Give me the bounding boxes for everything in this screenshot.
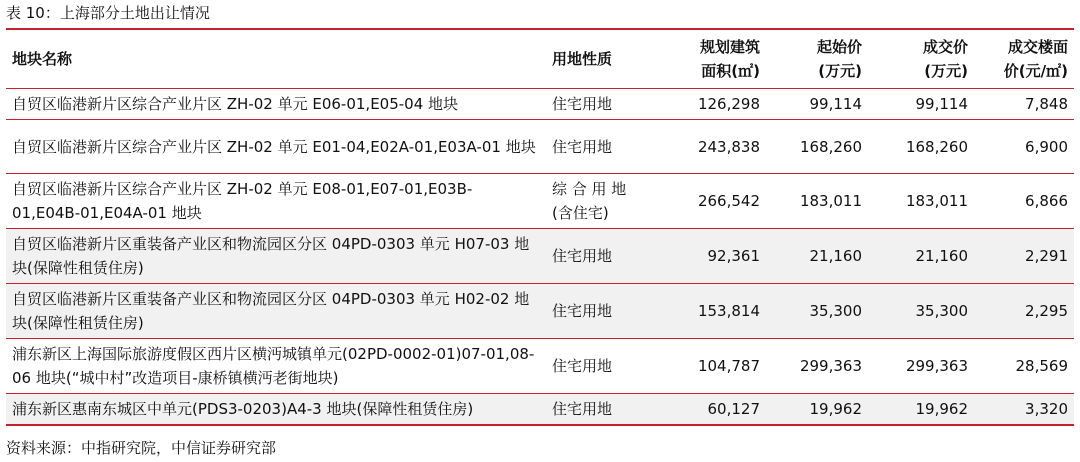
cell-name: 自贸区临港新片区重装备产业区和物流园区分区 04PD-0303 单元 H07-03 地块(保障性租赁住房) xyxy=(6,229,546,284)
land-transfer-table xyxy=(6,30,1074,426)
cell-name: 自贸区临港新片区重装备产业区和物流园区分区 04PD-0303 单元 H02-02 地块(保障性租赁住房) xyxy=(6,284,546,339)
cell-use-line1: 住宅用地 xyxy=(552,400,613,418)
table-row xyxy=(6,120,1074,174)
cell-deal-price: 21,160 xyxy=(868,229,974,284)
cell-floor-price: 7,848 xyxy=(974,89,1074,120)
cell-floor-price: 28,569 xyxy=(974,339,1074,394)
cell-start-price: 299,363 xyxy=(766,339,868,394)
cell-floor-price: 2,291 xyxy=(974,229,1074,284)
cell-floor-price: 6,866 xyxy=(974,174,1074,229)
cell-start-price: 99,114 xyxy=(766,89,868,120)
header-start-price xyxy=(766,30,868,89)
cell-deal-price: 299,363 xyxy=(868,339,974,394)
table-row xyxy=(6,339,1074,394)
cell-area: 243,838 xyxy=(656,120,766,174)
cell-start-price: 19,962 xyxy=(766,394,868,426)
cell-use-line1: 住宅用地 xyxy=(552,357,613,375)
cell-use xyxy=(546,394,656,426)
cell-area: 104,787 xyxy=(656,339,766,394)
cell-name: 自贸区临港新片区综合产业片区 ZH-02 单元 E01-04,E02A-01,E03A-01 地块 xyxy=(6,120,546,174)
table-row xyxy=(6,229,1074,284)
table-row xyxy=(6,89,1074,120)
cell-use-line1: 住宅用地 xyxy=(552,137,613,156)
cell-area: 266,542 xyxy=(656,174,766,229)
cell-use-line1: 住宅用地 xyxy=(552,95,613,113)
source-note: 资料来源：中指研究院，中信证券研究部 xyxy=(6,439,277,457)
cell-deal-price: 183,011 xyxy=(868,174,974,229)
table-row xyxy=(6,394,1074,426)
table-row xyxy=(6,174,1074,229)
cell-area: 126,298 xyxy=(656,89,766,120)
cell-name: 浦东新区上海国际旅游度假区西片区横沔城镇单元(02PD-0002-01)07-01,08-06 地块(“城中村”改造项目-康桥镇横沔老街地块) xyxy=(6,339,546,394)
header-use: 用地性质 xyxy=(546,30,656,89)
header-start-line1: 起始价 xyxy=(816,38,862,56)
cell-use xyxy=(546,120,656,174)
cell-use xyxy=(546,229,656,284)
cell-use xyxy=(546,284,656,339)
cell-use-line1: 住宅用地 xyxy=(552,302,613,320)
cell-floor-price: 6,900 xyxy=(974,120,1074,174)
cell-use xyxy=(546,339,656,394)
cell-deal-price: 19,962 xyxy=(868,394,974,426)
cell-start-price: 168,260 xyxy=(766,120,868,174)
header-floor-line1: 成交楼面 xyxy=(1007,38,1068,56)
cell-area: 60,127 xyxy=(656,394,766,426)
table-caption: 表 10：上海部分土地出让情况 xyxy=(6,4,210,22)
table-row xyxy=(6,284,1074,339)
cell-area: 153,814 xyxy=(656,284,766,339)
cell-use xyxy=(546,89,656,120)
header-deal-price xyxy=(868,30,974,89)
header-area-line1: 规划建筑 xyxy=(699,38,760,56)
header-name: 地块名称 xyxy=(6,30,546,89)
cell-use-line1: 住宅用地 xyxy=(552,247,613,265)
cell-start-price: 35,300 xyxy=(766,284,868,339)
header-floor-line2: 价(元/㎡) xyxy=(1003,62,1068,80)
cell-use-line2: (含住宅) xyxy=(552,204,609,222)
cell-deal-price: 35,300 xyxy=(868,284,974,339)
cell-name: 自贸区临港新片区综合产业片区 ZH-02 单元 E06-01,E05-04 地块 xyxy=(6,89,546,120)
cell-name: 自贸区临港新片区综合产业片区 ZH-02 单元 E08-01,E07-01,E03B-01,E04B-01,E04A-01 地块 xyxy=(6,174,546,229)
cell-deal-price: 168,260 xyxy=(868,120,974,174)
table-header-row xyxy=(6,30,1074,89)
cell-use xyxy=(546,174,656,229)
cell-floor-price: 2,295 xyxy=(974,284,1074,339)
cell-area: 92,361 xyxy=(656,229,766,284)
header-floor-price xyxy=(974,30,1074,89)
cell-floor-price: 3,320 xyxy=(974,394,1074,426)
cell-deal-price: 99,114 xyxy=(868,89,974,120)
cell-use-line1: 综 合 用 地 xyxy=(552,180,627,198)
header-area xyxy=(656,30,766,89)
cell-start-price: 21,160 xyxy=(766,229,868,284)
header-deal-line2: (万元) xyxy=(924,62,968,80)
cell-start-price: 183,011 xyxy=(766,174,868,229)
cell-name: 浦东新区惠南东城区中单元(PDS3-0203)A4-3 地块(保障性租赁住房) xyxy=(6,394,546,426)
header-area-line2: 面积(㎡) xyxy=(701,62,760,80)
header-deal-line1: 成交价 xyxy=(922,38,968,56)
header-start-line2: (万元) xyxy=(818,62,862,80)
